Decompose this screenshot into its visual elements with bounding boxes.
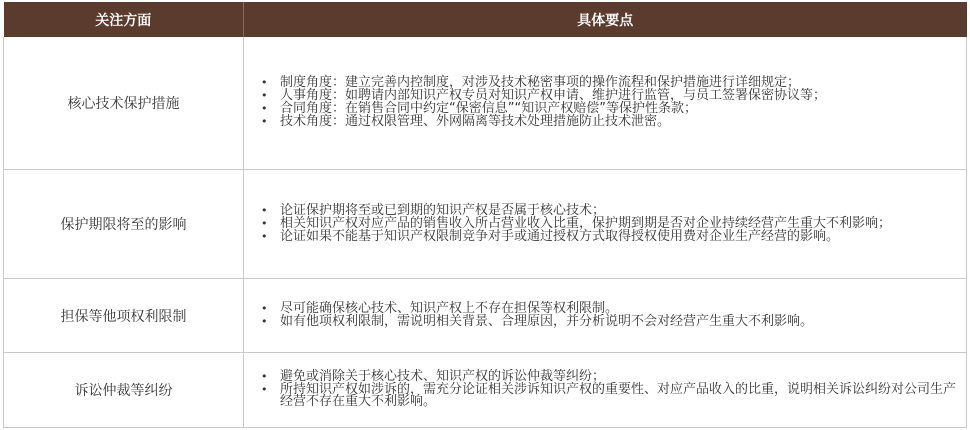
bullet-item: • 合同角度：在销售合同中约定“保密信息”“知识产权赔偿”等保护性条款； <box>280 103 958 116</box>
bullet-list <box>254 300 958 329</box>
bullet-list <box>254 202 958 244</box>
table-row <box>4 37 967 170</box>
row-points <box>244 37 967 170</box>
row-aspect: 诉讼仲裁等纠纷 <box>4 353 244 428</box>
row-points <box>244 353 967 428</box>
row-points <box>244 279 967 353</box>
bullet-item: • 相关知识产权对应产品的销售收入所占营业收入比重，保护期到期是否对企业持续经营产生重大不利影响； <box>280 218 958 231</box>
bullet-item: • 论证保护期将至或已到期的知识产权是否属于核心技术； <box>280 205 958 218</box>
bullet-list <box>254 371 958 409</box>
bullet-item: • 论证如果不能基于知识产权限制竞争对手或通过授权方式取得授权使用费对企业生产经营的影响。 <box>280 231 958 244</box>
table-row <box>4 279 967 353</box>
header-key-points: 具体要点 <box>244 2 967 37</box>
table-row <box>4 170 967 279</box>
header-aspect: 关注方面 <box>4 2 244 37</box>
row-aspect: 担保等他项权利限制 <box>4 279 244 353</box>
bullet-list <box>254 77 958 129</box>
row-aspect: 保护期限将至的影响 <box>4 170 244 279</box>
table-header-row <box>4 2 967 37</box>
bullet-item: • 制度角度：建立完善内控制度，对涉及技术秘密事项的操作流程和保护措施进行详细规定； <box>280 77 958 90</box>
bullet-item: • 避免或消除关于核心技术、知识产权的诉讼仲裁等纠纷； <box>280 371 958 384</box>
bullet-item: • 尽可能确保核心技术、知识产权上不存在担保等权利限制。 <box>280 303 958 316</box>
bullet-item: • 人事角度：如聘请内部知识产权专员对知识产权申请、维护进行监管，与员工签署保密协议等； <box>280 90 958 103</box>
bullet-item: • 如有他项权利限制，需说明相关背景、合理原因，并分析说明不会对经营产生重大不利影响。 <box>280 316 958 329</box>
bullet-item: • 所持知识产权如涉诉的，需充分论证相关涉诉知识产权的重要性、对应产品收入的比重，说明相关诉讼纠纷对公司生产经营不存在重大不利影响。 <box>280 384 958 409</box>
table-row <box>4 353 967 428</box>
row-points <box>244 170 967 279</box>
row-aspect: 核心技术保护措施 <box>4 37 244 170</box>
bullet-item: • 技术角度：通过权限管理、外网隔离等技术处理措施防止技术泄密。 <box>280 116 958 129</box>
requirements-table <box>3 2 967 428</box>
